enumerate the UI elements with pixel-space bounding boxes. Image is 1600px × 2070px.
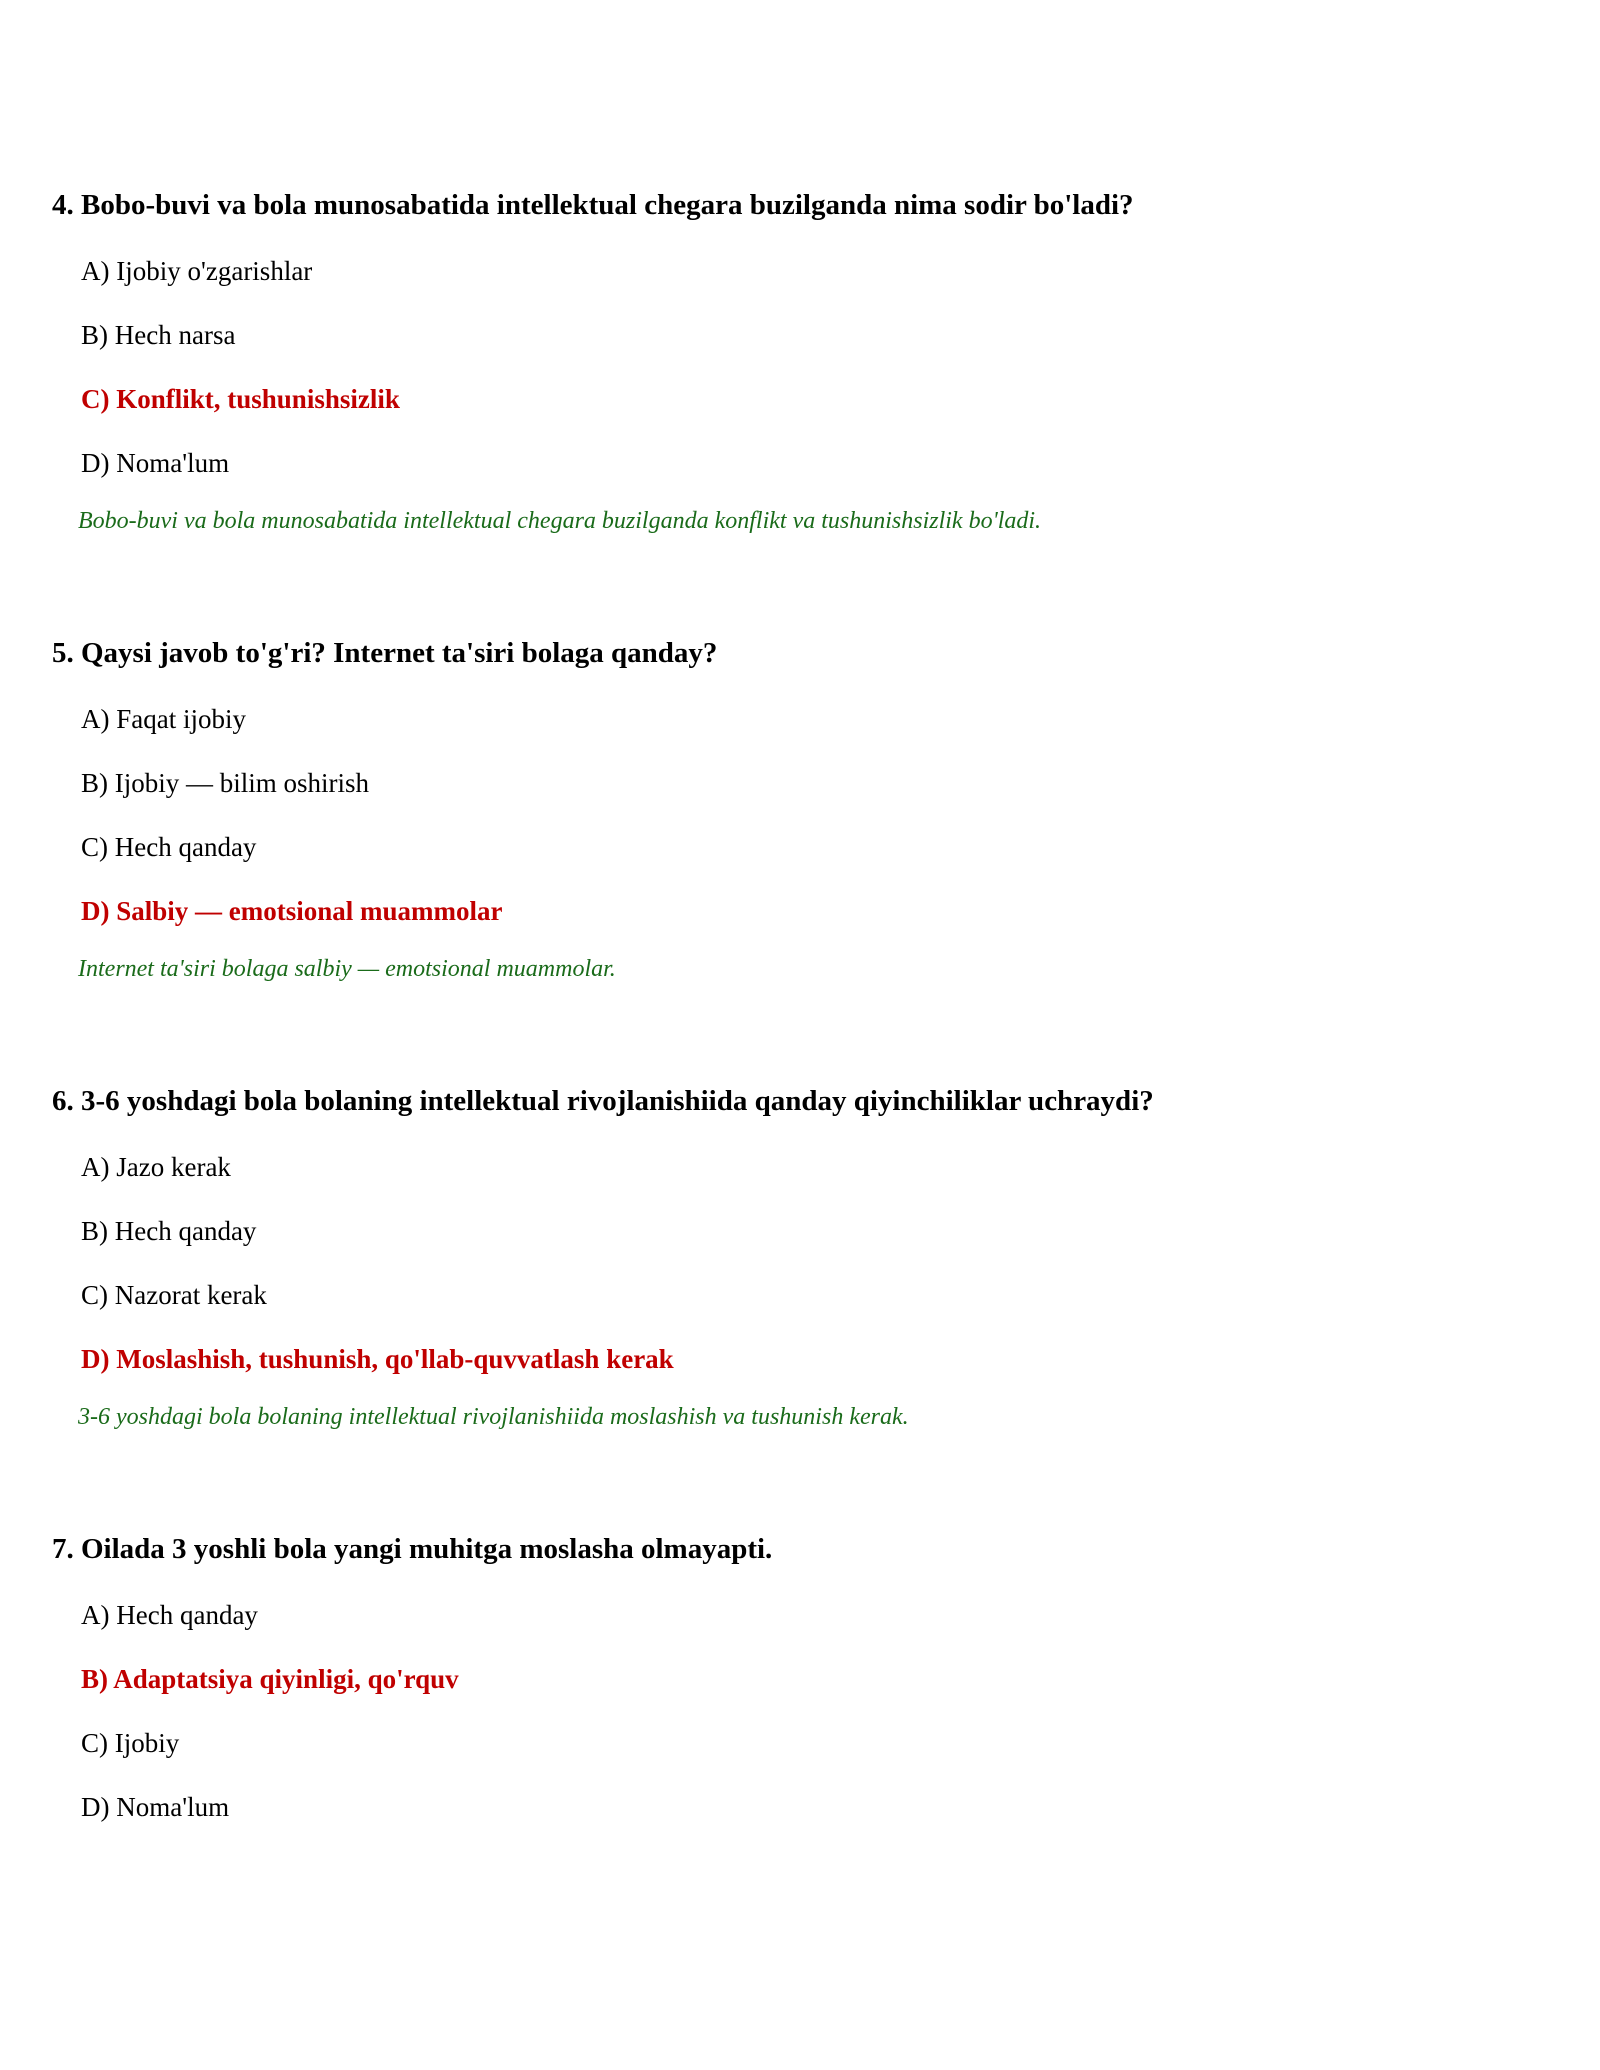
option-a: A) Ijobiy o'zgarishlar <box>81 256 313 286</box>
answer-explanation: Internet ta'siri bolaga salbiy — emotsional muammolar. <box>78 956 616 982</box>
option-c: C) Hech qanday <box>81 832 257 862</box>
option-c: C) Ijobiy <box>81 1728 180 1758</box>
question-title: 7. Oilada 3 yoshli bola yangi muhitga moslasha olmayapti. <box>52 1533 773 1565</box>
option-c-correct: C) Konflikt, tushunishsizlik <box>81 384 400 414</box>
option-b: B) Hech qanday <box>81 1216 257 1246</box>
question-block-5 <box>52 633 1552 987</box>
option-b-correct: B) Adaptatsiya qiyinligi, qo'rquv <box>81 1664 459 1694</box>
option-b: B) Ijobiy — bilim oshirish <box>81 768 370 798</box>
option-d-correct: D) Salbiy — emotsional muammolar <box>81 896 503 926</box>
question-block-6 <box>52 1081 1552 1435</box>
option-d-correct: D) Moslashish, tushunish, qo'llab-quvvatlash kerak <box>81 1344 674 1374</box>
option-c: C) Nazorat kerak <box>81 1280 267 1310</box>
question-title: 4. Bobo-buvi va bola munosabatida intellektual chegara buzilganda nima sodir bo'ladi? <box>52 189 1134 221</box>
option-d: D) Noma'lum <box>81 1792 230 1822</box>
answer-explanation: Bobo-buvi va bola munosabatida intellektual chegara buzilganda konflikt va tushunishsizlik bo'ladi. <box>78 508 1042 534</box>
question-title: 5. Qaysi javob to'g'ri? Internet ta'siri bolaga qanday? <box>52 637 718 669</box>
option-a: A) Hech qanday <box>81 1600 258 1630</box>
option-d: D) Noma'lum <box>81 448 230 478</box>
option-b: B) Hech narsa <box>81 320 236 350</box>
option-a: A) Faqat ijobiy <box>81 704 246 734</box>
option-a: A) Jazo kerak <box>81 1152 231 1182</box>
answer-explanation: 3-6 yoshdagi bola bolaning intellektual rivojlanishiida moslashish va tushunish kerak. <box>78 1404 909 1430</box>
question-title: 6. 3-6 yoshdagi bola bolaning intellektual rivojlanishiida qanday qiyinchiliklar uchraydi? <box>52 1085 1154 1117</box>
question-block-4 <box>52 185 1552 539</box>
question-block-7 <box>52 1529 1552 1827</box>
